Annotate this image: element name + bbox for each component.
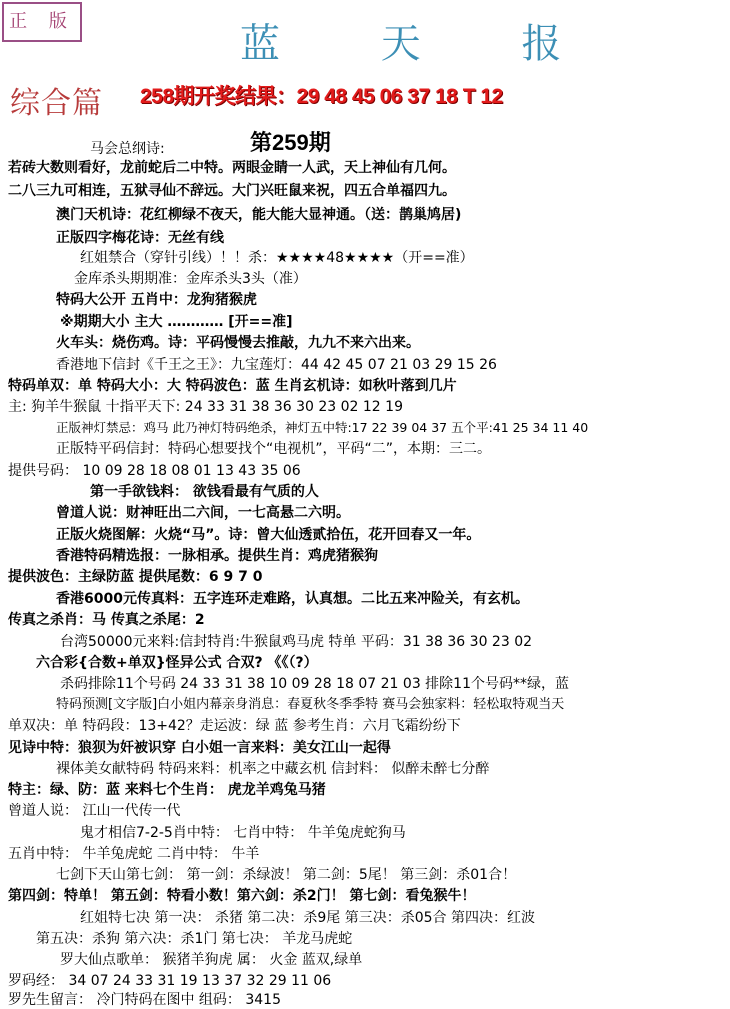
text-line-39: 罗大仙点歌单： 猴猪羊狗虎 属： 火金 蓝双,绿单 (60, 952, 363, 968)
text-line-23: 传真之杀肖：马 传真之杀尾：2 (8, 612, 205, 628)
text-line-26: 杀码排除11个号码 24 33 31 38 10 09 28 18 07 21 03 排除11个号码**绿，蓝 (60, 676, 569, 692)
text-line-40: 罗码经： 34 07 24 33 31 19 13 37 32 29 11 06 (8, 973, 332, 989)
text-line-33: 鬼才相信7-2-5肖中特： 七肖中特： 牛羊兔虎蛇狗马 (80, 825, 406, 841)
text-line-4: 澳门天机诗：花红柳绿不夜天，能大能大显神通。（送：鹊巢鸠居) (56, 207, 462, 223)
text-line-9: ※期期大小 主大 ………… [开==准] (60, 314, 293, 330)
text-line-18: 曾道人说：财神旺出二六间，一七高悬二六明。 (56, 505, 350, 521)
text-line-22: 香港6000元传真料：五字连环走难路，认真想。二比五来冲险关，有玄机。 (56, 591, 529, 607)
text-line-27: 特码预测[文字版]白小姐内幕亲身消息：春夏秋冬季季特 赛马会独家料：轻松取特观当天 (56, 697, 565, 712)
text-line-5: 正版四字梅花诗：无丝有线 (56, 230, 224, 246)
text-line-3: 二八三九可相连，五狱寻仙不辞远。大门兴旺鼠来祝，四五合单福四九。 (8, 183, 456, 199)
text-line-20: 香港特码精选报：一脉相承。提供生肖：鸡虎猪猴狗 (56, 548, 378, 564)
text-line-38: 第五决：杀狗 第六决：杀1门 第七决： 羊龙马虎蛇 (36, 931, 353, 947)
text-line-19: 正版火烧图解：火烧“马”。诗：曾大仙透贰拾伍，花开回春又一年。 (56, 527, 481, 543)
text-line-37: 红姐特七决 第一决： 杀猪 第二决：杀9尾 第三决：杀05合 第四决：红波 (80, 910, 535, 926)
text-line-41: 罗先生留言： 冷门特码在图中 组码： 3415 (8, 992, 281, 1008)
text-line-32: 曾道人说： 江山一代传一代 (8, 803, 181, 819)
text-line-14: 正版神灯禁忌：鸡马 此乃神灯特码绝杀，神灯五中特:17 22 39 04 37 五个平:41 25 34 11 40 (56, 420, 589, 435)
genuine-edition-badge: 正 版 (2, 2, 82, 42)
page-title: 蓝 天 报 (240, 21, 606, 67)
text-line-11: 香港地下信封《千王之王》：九宝莲灯：44 42 45 07 21 03 29 15 26 (56, 357, 497, 373)
text-line-8: 特码大公开 五肖中：龙狗猪猴虎 (56, 292, 257, 308)
text-line-28: 单双决：单 特码段：13+42？走运波：绿 蓝 参考生肖：六月飞霜纷纷下 (8, 718, 461, 734)
text-line-36: 第四剑：特单！ 第五剑：特看小数！第六剑：杀2门！ 第七剑：看兔猴牛！ (8, 888, 476, 904)
text-line-16: 提供号码： 10 09 28 18 08 01 13 43 35 06 (8, 463, 301, 479)
text-line-1: 马会总纲诗: (90, 141, 165, 157)
text-line-12: 特码单双：单 特码大小：大 特码波色：蓝 生肖玄机诗：如秋叶落到几片 (8, 378, 457, 394)
text-line-15: 正版特平码信封：特码心想要找个“电视机”，平码“二”，本期：三二。 (56, 441, 492, 457)
text-line-24: 台湾50000元来料:信封特肖:牛猴鼠鸡马虎 特单 平码：31 38 36 30 23 02 (60, 634, 533, 650)
text-line-10: 火车头：烧伤鸡。诗：平码慢慢去推敲，九九不来六出来。 (56, 335, 420, 351)
text-line-6: 红姐禁合（穿针引线）！！杀：★★★★48★★★★（开==准） (80, 250, 474, 266)
text-line-30: 裸体美女献特码 特码来料：机率之中藏玄机 信封料： 似醉未醉七分醉 (56, 761, 490, 777)
text-line-7: 金库杀头期期准：金库杀头3头（准） (74, 271, 307, 287)
text-line-25: 六合彩{合数+单双}怪异公式 合双? 《《（?） (36, 655, 318, 671)
text-line-29: 见诗中特：狼狈为奸被识穿 白小姐一言来料：美女江山一起得 (8, 740, 391, 756)
text-line-31: 特主：绿、防：蓝 来料七个生肖： 虎龙羊鸡兔马猪 (8, 782, 326, 798)
text-line-21: 提供波色：主绿防蓝 提供尾数：6 9 7 0 (8, 569, 263, 585)
text-line-2: 若砖大数则看好，龙前蛇后二中特。两眼金睛一人武，天上神仙有几何。 (8, 160, 456, 176)
section-heading: 综合篇 (10, 86, 103, 121)
text-line-13: 主: 狗羊牛猴鼠 十指平天下: 24 33 31 38 36 30 23 02 12 19 (8, 399, 403, 415)
text-line-34: 五肖中特： 牛羊兔虎蛇 二肖中特： 牛羊 (8, 846, 260, 862)
issue-number: 第259期 (250, 130, 331, 155)
text-line-17: 第一手欲钱料： 欲钱看最有气质的人 (90, 484, 319, 500)
previous-result: 258期开奖结果：29 48 45 06 37 18 T 12 (140, 85, 503, 108)
text-line-35: 七剑下天山第七剑： 第一剑：杀绿波！ 第二剑：5尾！ 第三剑：杀01合！ (56, 867, 517, 883)
